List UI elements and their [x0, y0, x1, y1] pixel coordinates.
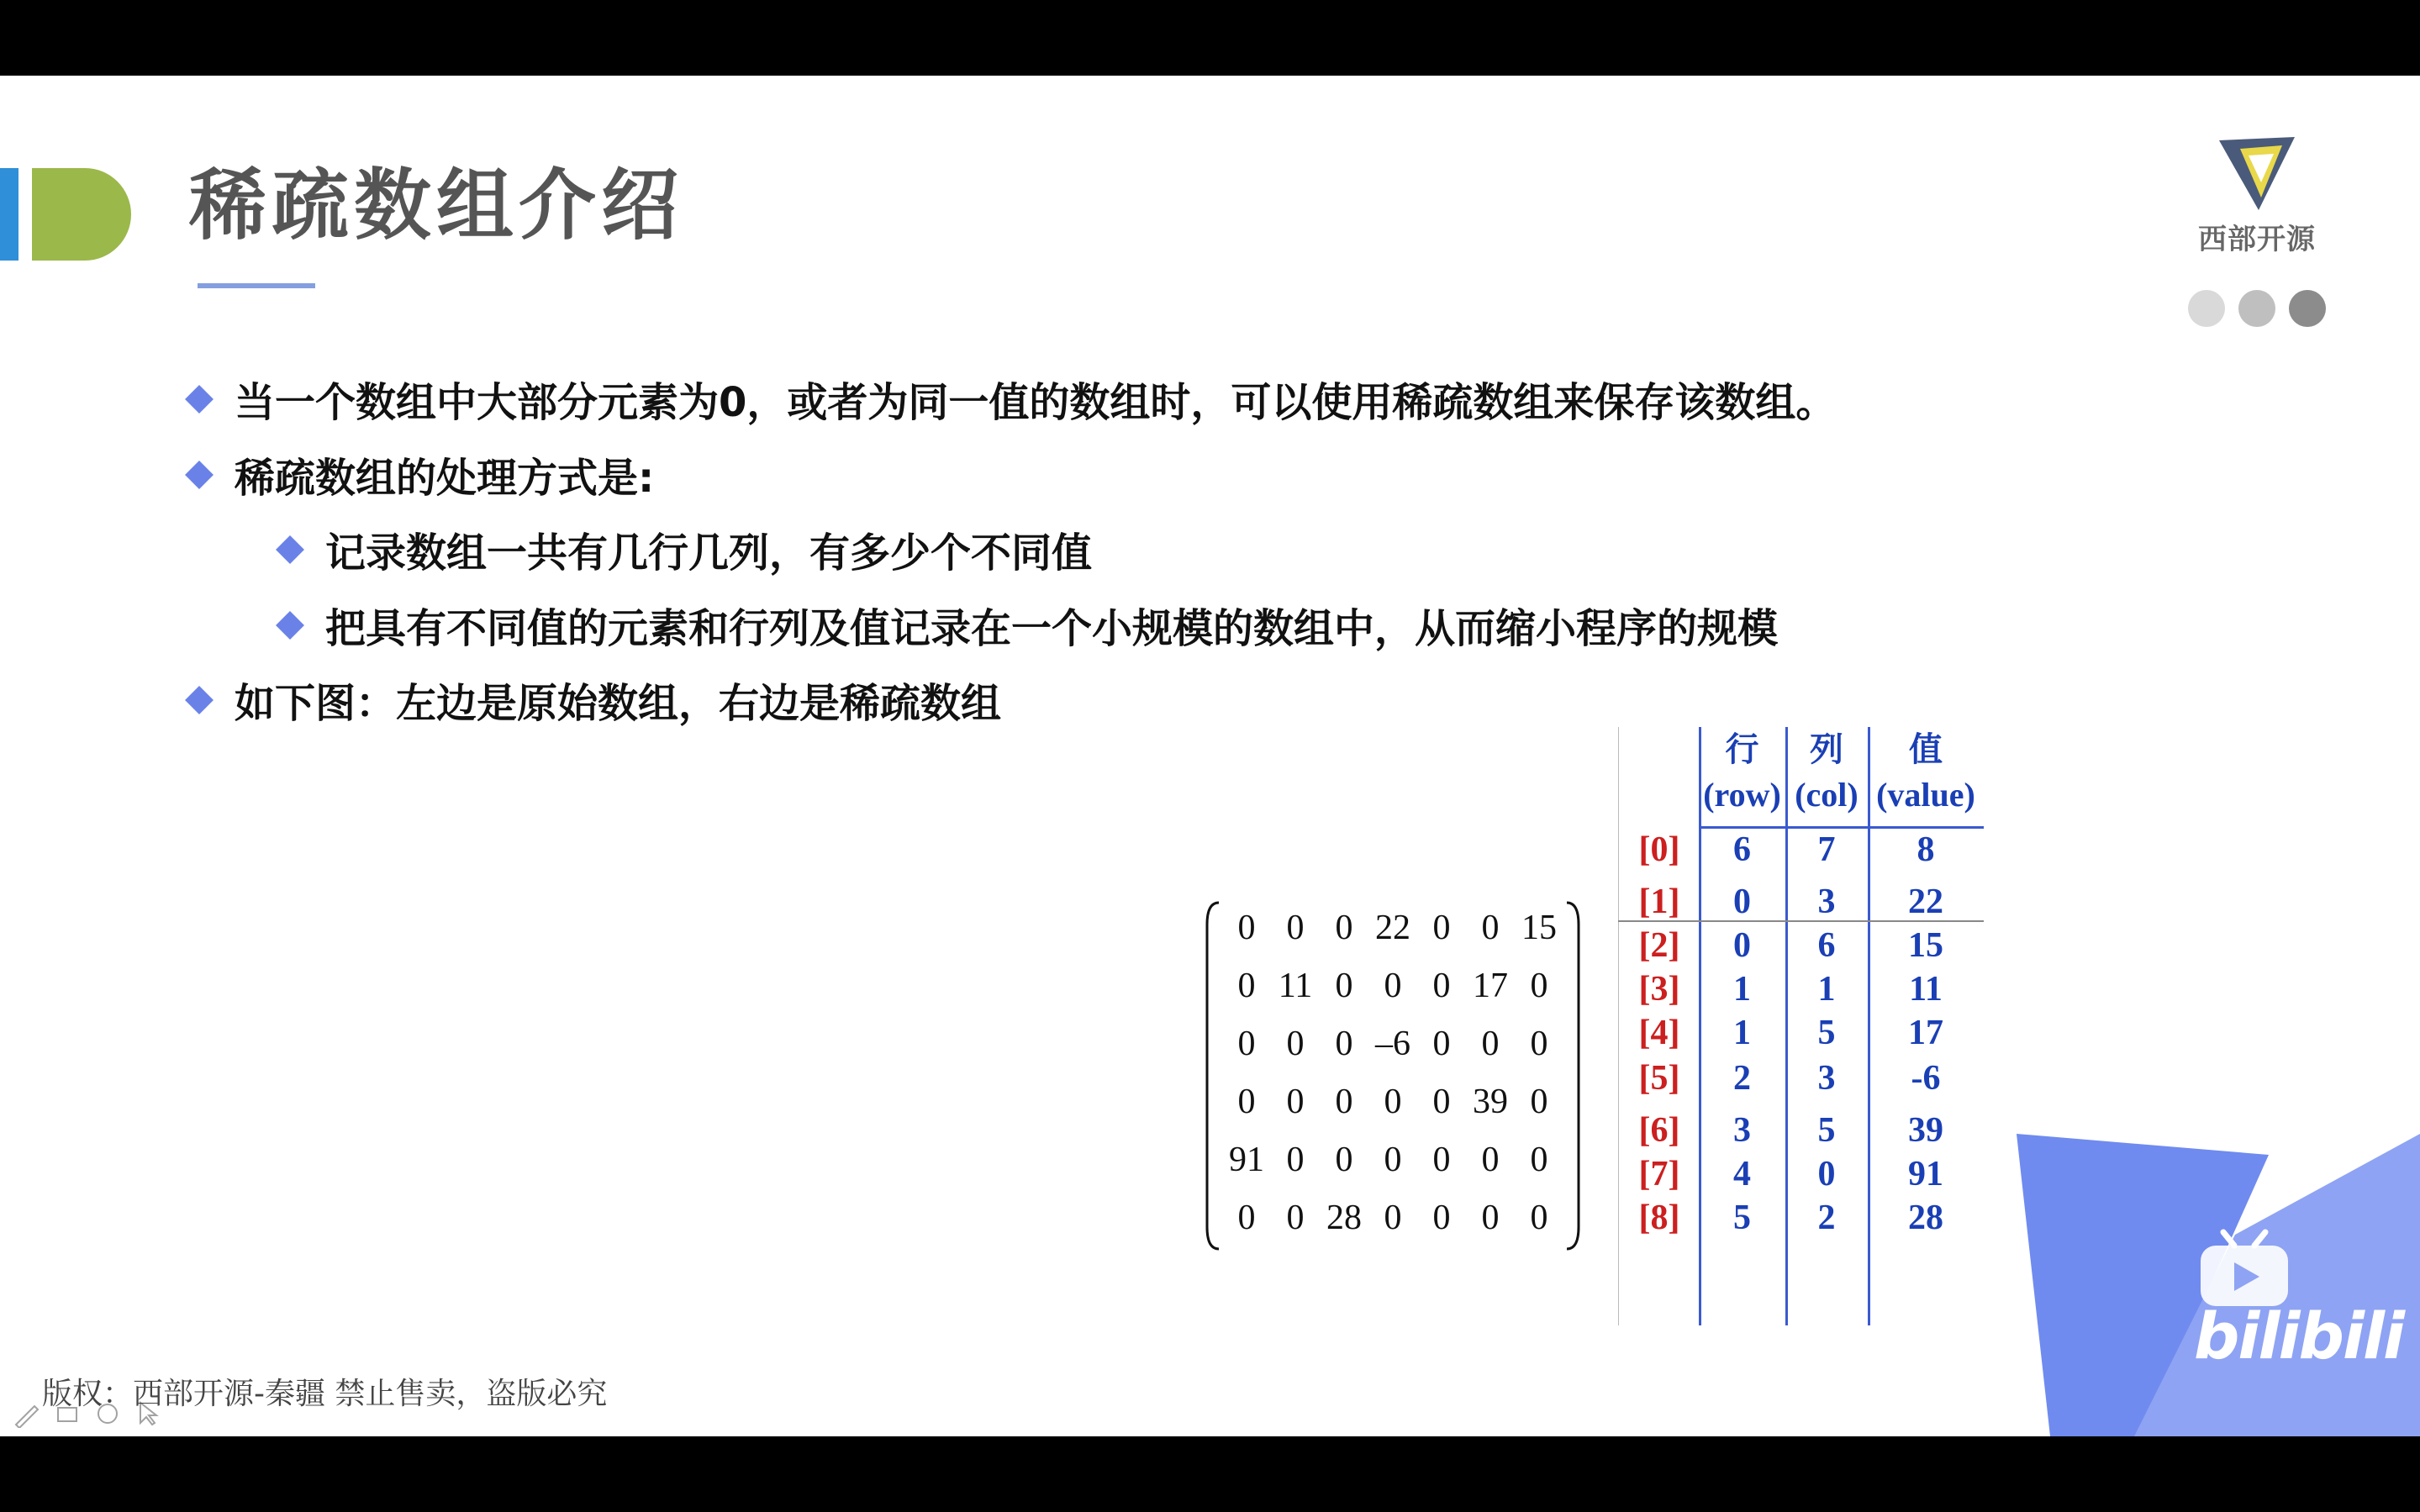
slide-title: 稀疏数组介绍: [189, 161, 684, 250]
matrix-cell: 0: [1530, 1141, 1548, 1179]
matrix-cell: 0: [1286, 909, 1305, 947]
dot-1: [2188, 290, 2225, 327]
copyright-text: 版权：西部开源-秦疆 禁止售卖，盗版必究: [42, 1377, 608, 1411]
matrix-cell: 0: [1384, 1141, 1402, 1179]
sparse-row: [1618, 1056, 1984, 1100]
bullet-text: 记录数组一共有几行几列，有多少个不同值: [325, 529, 1093, 577]
matrix-cell: 15: [1521, 909, 1557, 947]
row-value: 0: [1733, 882, 1751, 921]
row-index: [1]: [1638, 882, 1680, 921]
brand-logo: [2185, 130, 2328, 257]
col-value: 5: [1817, 1111, 1836, 1150]
matrix-cell: 0: [1432, 967, 1451, 1005]
header-cn: 行: [1725, 730, 1759, 768]
col-value: 3: [1817, 882, 1836, 921]
matrix-cell: 0: [1335, 1083, 1353, 1121]
matrix-cell: 0: [1481, 1025, 1500, 1063]
matrix-cell: 0: [1286, 1141, 1305, 1179]
value-value: 22: [1908, 882, 1943, 921]
header-green-tab: [32, 168, 131, 261]
matrix-cell: 0: [1286, 1083, 1305, 1121]
row-index: [4]: [1638, 1014, 1680, 1052]
matrix-cell: 0: [1432, 909, 1451, 947]
row-index: [3]: [1638, 970, 1680, 1009]
row-value: 1: [1733, 970, 1751, 1009]
row-value: 0: [1733, 926, 1751, 965]
row-index: [6]: [1638, 1111, 1680, 1150]
bullet-2-1: [280, 520, 1092, 578]
matrix-cell: 0: [1286, 1025, 1305, 1063]
row-index: [7]: [1638, 1155, 1680, 1193]
header-blue-bar: [0, 168, 18, 261]
matrix-cell: 0: [1237, 1025, 1256, 1063]
header-cn: 值: [1909, 730, 1943, 768]
matrix-cell: 0: [1530, 1025, 1548, 1063]
row-value: 6: [1733, 830, 1751, 869]
header-en: (value): [1876, 776, 1975, 814]
sparse-row: [1618, 1152, 1984, 1196]
diamond-bullet-icon: [185, 461, 214, 489]
matrix-cell: 0: [1432, 1083, 1451, 1121]
bilibili-watermark: bilibili: [2194, 1299, 2404, 1373]
logo-triangle-icon: [2215, 130, 2299, 214]
row-value: 5: [1733, 1199, 1751, 1237]
pointer-icon[interactable]: [134, 1399, 162, 1428]
bullet-1: [189, 370, 1836, 428]
matrix-cell: 39: [1473, 1083, 1508, 1121]
matrix-cell: 0: [1237, 967, 1256, 1005]
circle-icon[interactable]: [93, 1399, 122, 1428]
row-index: [5]: [1638, 1059, 1680, 1098]
sparse-row: [1618, 880, 1984, 924]
matrix-cell: 22: [1375, 909, 1410, 947]
matrix-cell: 11: [1278, 967, 1313, 1005]
value-value: -6: [1911, 1059, 1941, 1098]
dot-2: [2238, 290, 2275, 327]
row-value: 4: [1733, 1155, 1751, 1193]
matrix-cell: 0: [1237, 909, 1256, 947]
matrix-cell: 0: [1335, 909, 1353, 947]
col-value: 6: [1817, 926, 1836, 965]
matrix-grid: [1222, 899, 1563, 1247]
value-value: 91: [1908, 1155, 1943, 1193]
matrix-cell: 0: [1237, 1199, 1256, 1237]
matrix-cell: 0: [1530, 1199, 1548, 1237]
matrix-cell: 0: [1237, 1083, 1256, 1121]
sparse-row: [1618, 924, 1984, 967]
matrix-cell: 0: [1530, 1083, 1548, 1121]
row-value: 1: [1733, 1014, 1751, 1052]
slide: [0, 76, 2420, 1436]
logo-text: 西部开源: [2198, 223, 2316, 256]
bullet-text: 如下图：左边是原始数组，右边是稀疏数组: [235, 680, 1002, 727]
value-value: 28: [1908, 1199, 1943, 1237]
diamond-bullet-icon: [185, 686, 214, 714]
sparse-row: [1618, 1011, 1984, 1055]
sparse-row: [1618, 1196, 1984, 1240]
matrix-cell: 0: [1481, 1141, 1500, 1179]
matrix-cell: 0: [1481, 1199, 1500, 1237]
header-row-col: [1699, 727, 1785, 818]
col-value: 5: [1817, 1014, 1836, 1052]
matrix-cell: 0: [1530, 967, 1548, 1005]
diamond-bullet-icon: [276, 611, 304, 640]
matrix-cell: –6: [1375, 1025, 1410, 1063]
bullet-2: [189, 445, 654, 503]
matrix-cell: 0: [1432, 1141, 1451, 1179]
sparse-row: [1618, 967, 1984, 1011]
value-value: 15: [1908, 926, 1943, 965]
value-value: 39: [1908, 1111, 1943, 1150]
value-value: 17: [1908, 1014, 1943, 1052]
bullet-text: 把具有不同值的元素和行列及值记录在一个小规模的数组中，从而缩小程序的规模: [325, 605, 1779, 652]
bullet-3: [189, 671, 1001, 729]
dot-3: [2289, 290, 2326, 327]
diamond-bullet-icon: [276, 535, 304, 564]
col-value: 1: [1817, 970, 1836, 1009]
matrix-cell: 0: [1335, 1025, 1353, 1063]
sparse-row: [1618, 828, 1984, 872]
row-index: [0]: [1638, 830, 1680, 869]
row-value: 3: [1733, 1111, 1751, 1150]
row-index: [2]: [1638, 926, 1680, 965]
row-index: [8]: [1638, 1199, 1680, 1237]
col-value: 7: [1817, 830, 1836, 869]
bullet-2-2: [280, 596, 1778, 654]
original-matrix: [1204, 899, 1582, 1320]
matrix-cell: 91: [1229, 1141, 1264, 1179]
annotation-toolbar[interactable]: [13, 1399, 162, 1428]
diamond-bullet-icon: [185, 385, 214, 414]
matrix-cell: 0: [1384, 1083, 1402, 1121]
bullet-text: 当一个数组中大部分元素为0，或者为同一值的数组时，可以使用稀疏数组来保存该数组。: [235, 379, 1837, 426]
header-col-col: [1785, 727, 1868, 818]
header-en: (col): [1795, 776, 1858, 814]
title-underline: [198, 283, 315, 288]
page-dots: [2188, 290, 2326, 327]
value-value: 8: [1916, 830, 1935, 869]
bullet-text: 稀疏数组的处理方式是:: [235, 455, 655, 502]
matrix-cell: 0: [1481, 909, 1500, 947]
matrix-cell: 0: [1286, 1199, 1305, 1237]
value-value: 11: [1909, 970, 1943, 1009]
matrix-cell: 0: [1432, 1025, 1451, 1063]
matrix-cell: 28: [1326, 1199, 1362, 1237]
row-value: 2: [1733, 1059, 1751, 1098]
col-value: 3: [1817, 1059, 1836, 1098]
sparse-array-table: [1618, 727, 1984, 1325]
header-value-col: [1868, 727, 1984, 818]
matrix-cell: 0: [1335, 1141, 1353, 1179]
header-cn: 列: [1810, 730, 1843, 768]
pen-icon[interactable]: [13, 1399, 41, 1428]
sparse-row: [1618, 1109, 1984, 1152]
eraser-icon[interactable]: [53, 1399, 82, 1428]
matrix-cell: 0: [1384, 967, 1402, 1005]
matrix-cell: 0: [1384, 1199, 1402, 1237]
matrix-cell: 0: [1432, 1199, 1451, 1237]
col-value: 2: [1817, 1199, 1836, 1237]
ghost-watermark: Java: [1933, 1320, 2038, 1370]
matrix-cell: 0: [1335, 967, 1353, 1005]
col-value: 0: [1817, 1155, 1836, 1193]
matrix-cell: 17: [1473, 967, 1508, 1005]
header-en: (row): [1703, 776, 1781, 814]
